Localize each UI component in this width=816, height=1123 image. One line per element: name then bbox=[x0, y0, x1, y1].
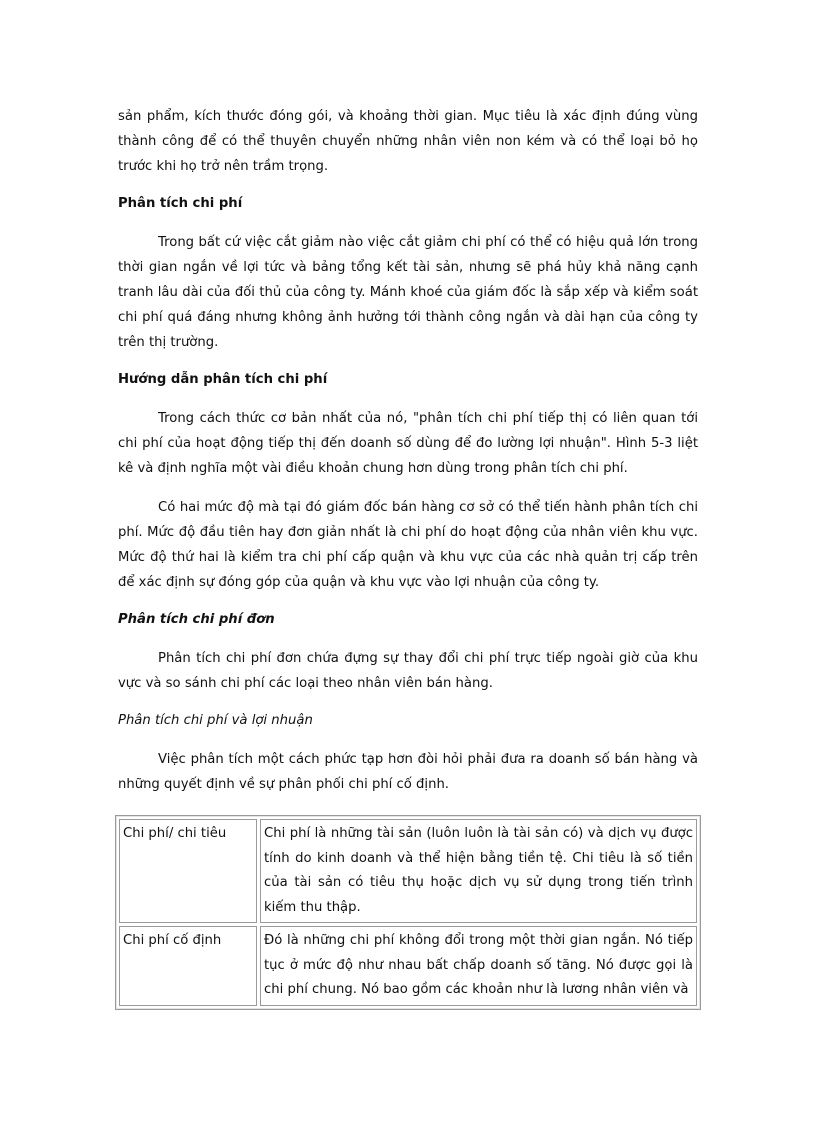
definition-cell: Chi phí là những tài sản (luôn luôn là tài sản có) và dịch vụ được tính do kinh doanh và thể hiện bằng tiền tệ. Chi tiêu là số tiền của tài sản có tiêu thụ hoặc dịch vụ sử dụng trong tiến trình kiếm thu thập. bbox=[260, 819, 697, 923]
paragraph-complex-analysis: Việc phân tích một cách phức tạp hơn đòi hỏi phải đưa ra doanh số bán hàng và những quyết định về sự phân phối chi phí cố định. bbox=[118, 752, 698, 792]
paragraph-intro: sản phẩm, kích thước đóng gói, và khoảng thời gian. Mục tiêu là xác định đúng vùng thành công để có thể thuyên chuyển những nhân viên non kém và có thể loại bỏ họ trước khi họ trở nên trầm trọng. bbox=[118, 109, 698, 174]
definitions-table bbox=[115, 815, 701, 1010]
document-page bbox=[118, 104, 698, 1010]
term-cell: Chi phí cố định bbox=[119, 926, 257, 1006]
table-row bbox=[119, 926, 697, 1006]
paragraph-simple-cost: Phân tích chi phí đơn chứa đựng sự thay đổi chi phí trực tiếp ngoài giờ của khu vực và so sánh chi phí các loại theo nhân viên bán hàng. bbox=[118, 651, 698, 691]
heading-cost-analysis-guide: Hướng dẫn phân tích chi phí bbox=[118, 372, 328, 387]
paragraph-basic-definition: Trong cách thức cơ bản nhất của nó, "phân tích chi phí tiếp thị có liên quan tới chi phí của hoạt động tiếp thị đến doanh số dùng để đo lường lợi nhuận". Hình 5-3 liệt kê và định nghĩa một vài điều khoản chung hơn dùng trong phân tích chi phí. bbox=[118, 411, 698, 476]
definition-cell: Đó là những chi phí không đổi trong một thời gian ngắn. Nó tiếp tục ở mức độ như nhau bất chấp doanh số tăng. Nó được gọi là chi phí chung. Nó bao gồm các khoản như là lương nhân viên và bbox=[260, 926, 697, 1006]
term-cell: Chi phí/ chi tiêu bbox=[119, 819, 257, 923]
paragraph-cost-cutting: Trong bất cứ việc cắt giảm nào việc cắt giảm chi phí có thể có hiệu quả lớn trong thời gian ngắn về lợi tức và bảng tổng kết tài sản, nhưng sẽ phá hủy khả năng cạnh tranh lâu dài của đối thủ của công ty. Mánh khoé của giám đốc là sắp xếp và kiểm soát chi phí quá đáng nhưng không ảnh hưởng tới thành công ngắn và dài hạn của công ty trên thị trường. bbox=[118, 235, 698, 350]
heading-cost-analysis: Phân tích chi phí bbox=[118, 196, 243, 211]
table-row bbox=[119, 819, 697, 923]
heading-simple-cost-analysis: Phân tích chi phí đơn bbox=[118, 612, 275, 627]
heading-cost-profit-analysis: Phân tích chi phí và lợi nhuận bbox=[118, 713, 313, 728]
paragraph-two-levels: Có hai mức độ mà tại đó giám đốc bán hàng cơ sở có thể tiến hành phân tích chi phí. Mức độ đầu tiên hay đơn giản nhất là chi phí do hoạt động của nhân viên khu vực. Mức độ thứ hai là kiểm tra chi phí cấp quận và khu vực của các nhà quản trị cấp trên để xác định sự đóng góp của quận và khu vực vào lợi nhuận của công ty. bbox=[118, 500, 698, 590]
